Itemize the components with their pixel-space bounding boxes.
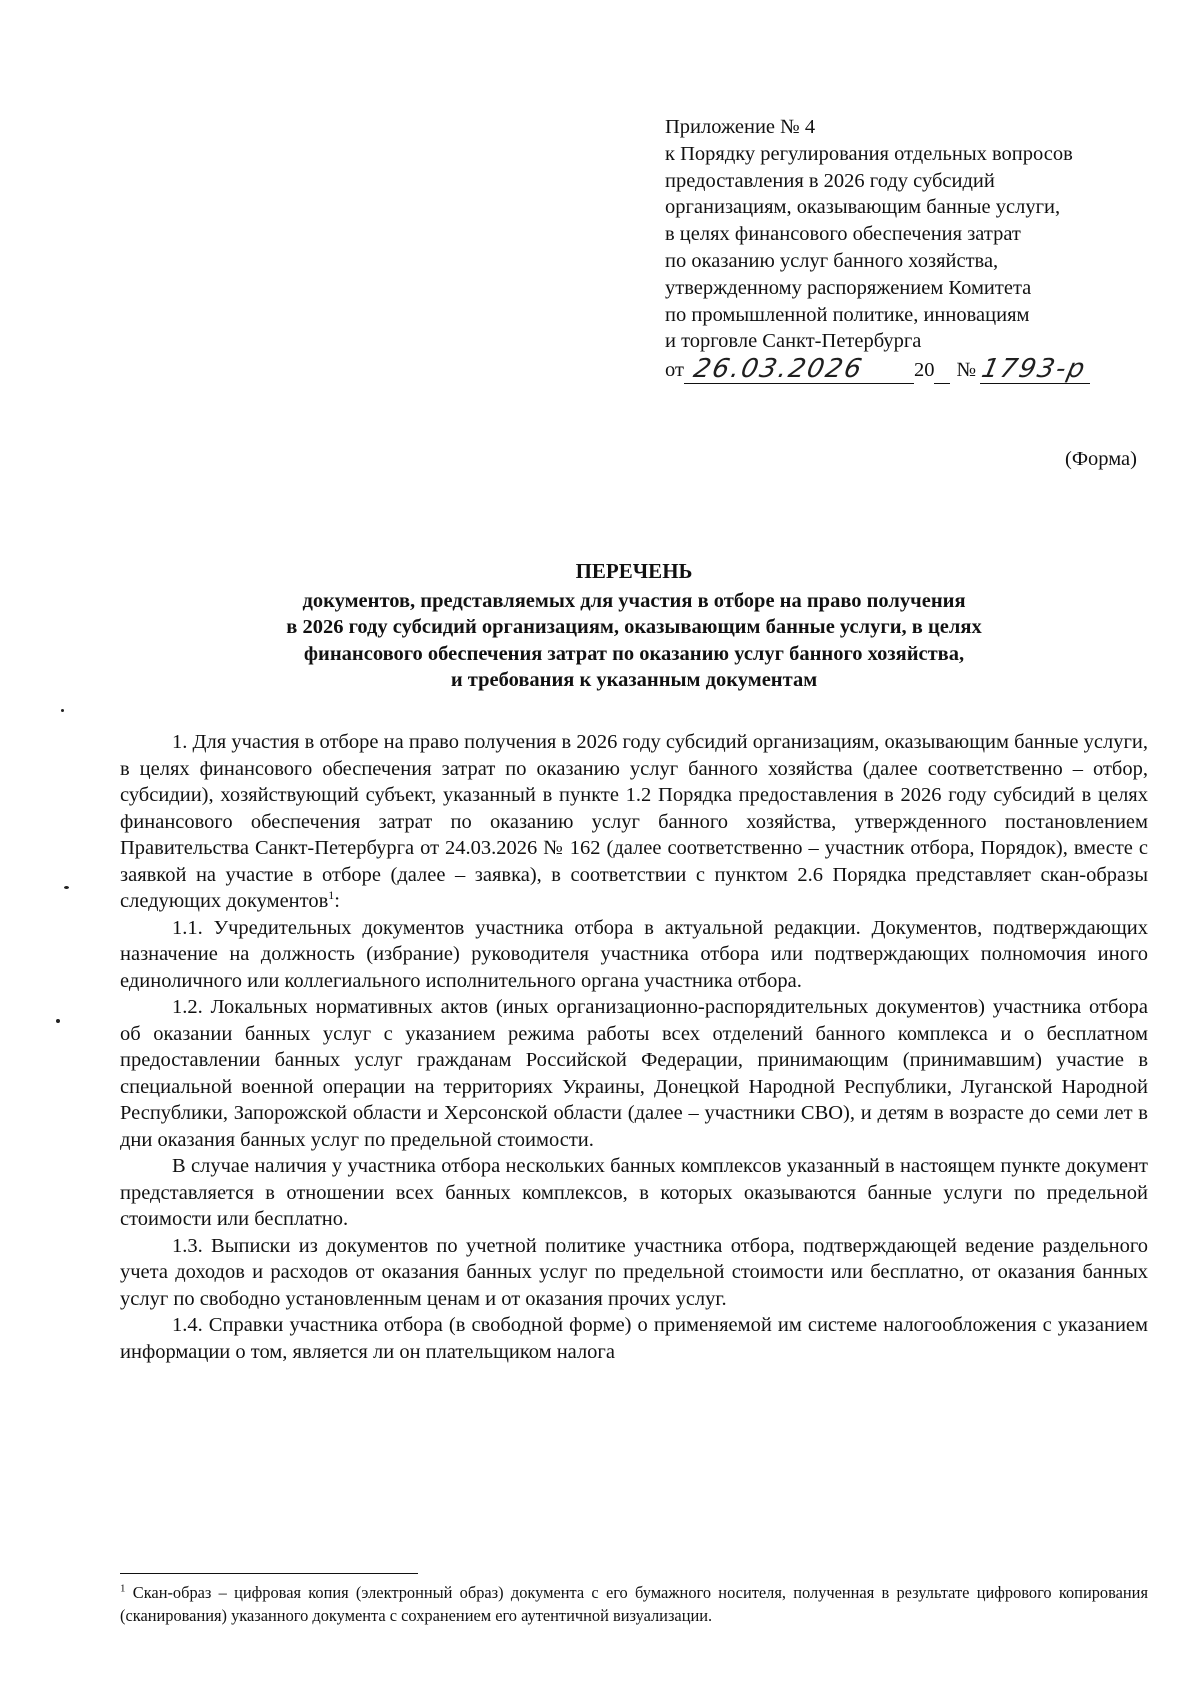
title-line: и требования к указанным документам: [450, 669, 818, 691]
title-line: в 2026 году субсидий организациям, оказывающим банные услуги, в целях: [286, 616, 982, 638]
paragraph-1-3: 1.3. Выписки из документов по учетной политике участника отбора, подтверждающей ведение раздельного учета доходов и расходов от оказания банных услуг по предельной стоимости или бесплатно, от оказания банных услуг по свободно установленным ценам и от оказания прочих услуг.: [120, 1234, 1148, 1310]
appendix-line: предоставления в 2026 году субсидий: [665, 169, 995, 192]
appendix-line: в целях финансового обеспечения затрат: [665, 223, 1021, 246]
appendix-line: и торговле Санкт-Петербурга: [665, 330, 922, 353]
paragraph-1-1: 1.1. Учредительных документов участника отбора в актуальной редакции. Документов, подтверждающих назначение на должность (избрание) руководителя участника отбора или подтверждающих полномочия иного единоличного или коллегиального исполнительного органа участника отбора.: [120, 916, 1148, 992]
footnote-text: Скан-образ – цифровая копия (электронный образ) документа с его бумажного носителя, полученная в результате цифрового копирования (сканирования) указанного документа с сохранением его аутентичной визуализации.: [120, 1583, 1148, 1625]
date-number-line: [665, 354, 1165, 385]
footnote-divider: [120, 1573, 418, 1574]
document-title: [120, 558, 1148, 694]
handwritten-number: 1793-р: [978, 354, 1090, 385]
footnote-mark: 1: [120, 1582, 126, 1595]
paragraph-1-2-extra: В случае наличия у участника отбора нескольких банных комплексов указанный в настоящем пункте документ представляется в отношении всех банных комплексов, в которых оказываются банные услуги по предельной стоимости или бесплатно.: [120, 1155, 1148, 1230]
handwritten-date: 26.03.2026: [690, 354, 867, 385]
number-blank: [978, 354, 1090, 385]
footnote: [120, 1581, 1148, 1627]
appendix-line: к Порядку регулирования отдельных вопросов: [665, 142, 1073, 165]
paragraph-1: [120, 729, 1148, 915]
number-sign: №: [956, 359, 977, 382]
form-label: (Форма): [1065, 448, 1137, 470]
scan-speck: [64, 886, 69, 889]
year-blank: [934, 357, 950, 384]
appendix-line: Приложение № 4: [665, 116, 816, 138]
appendix-line: по оказанию услуг банного хозяйства,: [665, 249, 999, 272]
date-blank: [684, 354, 914, 385]
appendix-line: утвержденному распоряжением Комитета: [665, 276, 1032, 299]
appendix-line: по промышленной политике, инновациям: [665, 303, 1030, 326]
paragraph-1-4: 1.4. Справки участника отбора (в свободной форме) о применяемой им системе налогообложения с указанием информации о том, является ли он плательщиком налога: [120, 1314, 1148, 1363]
footnote-reference[interactable]: 1: [328, 888, 335, 903]
scan-speck: [61, 709, 64, 712]
title-line: финансового обеспечения затрат по оказанию услуг банного хозяйства,: [303, 642, 965, 665]
year-text: 20: [913, 359, 935, 382]
date-prefix: от: [665, 359, 684, 382]
appendix-line: организациям, оказывающим банные услуги,: [665, 196, 1061, 219]
appendix-header: [665, 114, 1165, 384]
document-body: [120, 729, 1148, 1365]
scan-speck: [56, 1019, 60, 1023]
paragraph-1-end: :: [334, 890, 340, 912]
title-main: ПЕРЕЧЕНЬ: [575, 559, 693, 583]
paragraph-1-text: 1. Для участия в отборе на право получения в 2026 году субсидий организациям, оказывающим банные услуги, в целях финансового обеспечения затрат по оказанию услуг банного хозяйства (далее соответственно – отбор, субсидии), хозяйствующий субъект, указанный в пункте 1.2 Порядка предоставления в 2026 году субсидий в целях финансового обеспечения затрат по оказанию услуг банного хозяйства, утвержденного постановлением Правительства Санкт-Петербурга от 24.03.2026 № 162 (далее соответственно – участник отбора, Порядок), вместе с заявкой на участие в отборе (далее – заявка), в соответствии с пунктом 2.6 Порядка представляет скан-образы следующих документов: [120, 731, 1148, 912]
paragraph-1-2: 1.2. Локальных нормативных актов (иных организационно-распорядительных документов) участника отбора об оказании банных услуг с указанием режима работы всех отделений банного комплекса и о бесплатном предоставлении банных услуг гражданам Российской Федерации, принимающим (принимавшим) участие в специальной военной операции на территориях Украины, Донецкой Народной Республики, Луганской Народной Республики, Запорожской области и Херсонской области (далее – участники СВО), и детям в возрасте до семи лет в дни оказания банных услуг по предельной стоимости.: [120, 996, 1148, 1151]
title-line: документов, представляемых для участия в отборе на право получения: [302, 589, 966, 612]
